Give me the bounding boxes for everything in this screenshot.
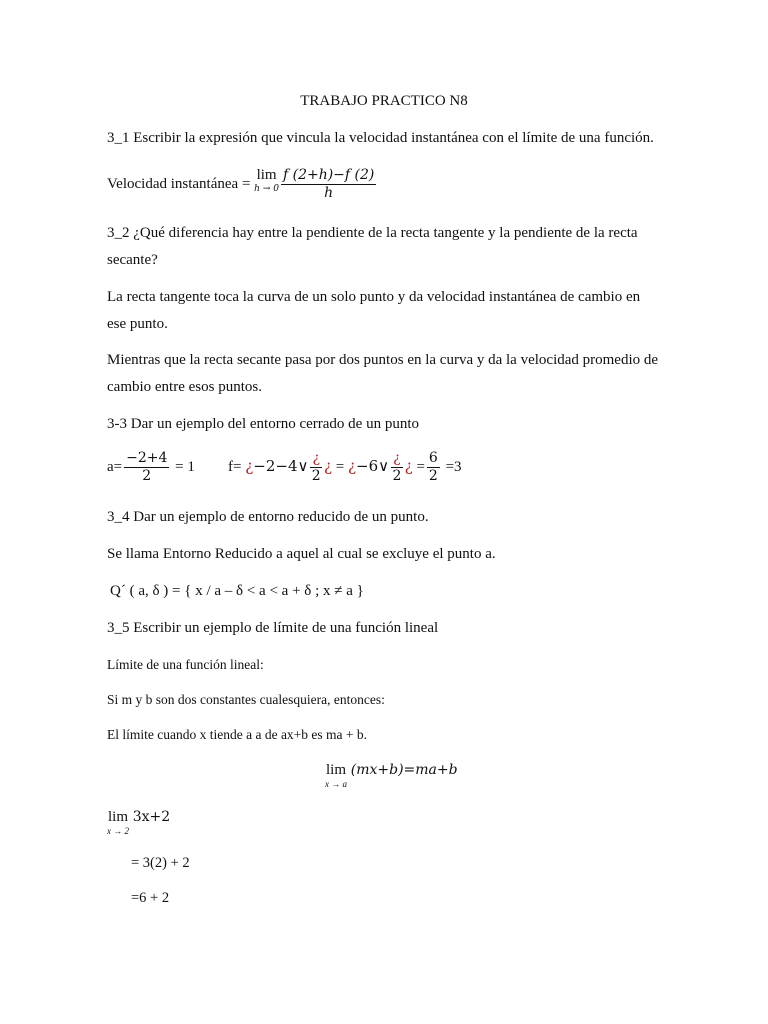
step-2: =6 + 2 bbox=[131, 890, 170, 906]
inverted-question-mark: ¿ bbox=[323, 456, 333, 475]
fraction1-denominator: 2 bbox=[311, 468, 321, 484]
reduced-neighborhood-set: Q´ ( a, δ ) = { x / a – δ < a < a + δ ; x ≠ a } bbox=[110, 583, 364, 599]
constants-statement: Si m y b son dos constantes cualesquiera, entonces: bbox=[107, 692, 385, 707]
reduced-neighborhood-definition: Se llama Entorno Reducido a aquel al cual se excluye el punto a. bbox=[107, 546, 496, 562]
document-title: TRABAJO PRACTICO N8 bbox=[300, 93, 468, 109]
equation-f-part1: −2−4∨ bbox=[253, 456, 309, 475]
velocity-label: Velocidad instantánea = bbox=[107, 176, 255, 192]
example-limit-subscript: x → 2 bbox=[107, 826, 129, 836]
velocity-numerator: f (2+h)−f (2) bbox=[282, 167, 375, 184]
example-limit-operator bbox=[107, 809, 129, 836]
equation-a-fraction bbox=[124, 450, 169, 485]
question-3-2-line2: secante? bbox=[107, 252, 158, 268]
fraction3-numerator: 6 bbox=[428, 450, 438, 466]
limit-subscript: h → 0 bbox=[254, 184, 279, 194]
equation-a-prefix: a= bbox=[107, 458, 123, 475]
fraction2-numerator: ¿ bbox=[393, 450, 401, 466]
limit-statement: El límite cuando x tiende a a de ax+b es ma + b. bbox=[107, 727, 368, 742]
example-limit-text: lim bbox=[107, 809, 128, 825]
velocity-fraction bbox=[281, 167, 376, 202]
question-3-5: 3_5 Escribir un ejemplo de límite de una función lineal bbox=[107, 620, 439, 636]
equation-f-equals: = bbox=[412, 458, 425, 475]
linear-limit-heading: Límite de una función lineal: bbox=[107, 657, 264, 672]
inverted-question-mark: ¿ bbox=[404, 456, 413, 475]
example-limit bbox=[107, 809, 170, 836]
tangent-text-line1: La recta tangente toca la curva de un solo punto y da velocidad instantánea de cambio en bbox=[107, 289, 641, 305]
step-1: = 3(2) + 2 bbox=[131, 855, 190, 871]
general-limit-subscript: x → a bbox=[325, 779, 347, 789]
velocity-denominator: h bbox=[324, 185, 334, 202]
velocity-formula bbox=[107, 166, 378, 202]
tangent-text-line2: ese punto. bbox=[107, 316, 168, 332]
equation-a-denominator: 2 bbox=[142, 468, 152, 484]
equation-f-fraction1 bbox=[310, 450, 322, 485]
equation-f-part2: −6∨ bbox=[356, 456, 390, 475]
equation-f-fraction3 bbox=[427, 450, 440, 485]
equation-f-result: =3 bbox=[441, 458, 462, 475]
equation-f-mid: = bbox=[332, 458, 348, 475]
question-3-1: 3_1 Escribir la expresión que vincula la velocidad instantánea con el límite de una función. bbox=[107, 130, 654, 146]
general-limit-expression: (mx+b)=ma+b bbox=[350, 762, 458, 778]
fraction2-denominator: 2 bbox=[392, 468, 402, 484]
equation-a-numerator: −2+4 bbox=[126, 450, 168, 466]
limit-operator bbox=[254, 166, 279, 194]
fraction1-numerator: ¿ bbox=[312, 450, 320, 466]
general-limit-text: lim bbox=[325, 762, 346, 778]
equation-a bbox=[107, 450, 195, 485]
general-limit-formula bbox=[325, 762, 458, 789]
general-limit-operator bbox=[325, 762, 347, 789]
question-3-4: 3_4 Dar un ejemplo de entorno reducido de un punto. bbox=[107, 509, 429, 525]
secant-text-line1: Mientras que la recta secante pasa por dos puntos en la curva y da la velocidad promedio de bbox=[107, 352, 659, 368]
example-limit-expression: 3x+2 bbox=[132, 809, 171, 825]
equation-f-fraction2 bbox=[391, 450, 403, 485]
equation-f-prefix: f= bbox=[228, 458, 242, 475]
question-3-2-line1: 3_2 ¿Qué diferencia hay entre la pendiente de la recta tangente y la pendiente de la recta bbox=[107, 225, 638, 241]
equation-a-result: = 1 bbox=[171, 458, 195, 475]
inverted-question-mark: ¿ bbox=[348, 456, 357, 475]
question-3-3: 3-3 Dar un ejemplo del entorno cerrado de un punto bbox=[107, 416, 419, 432]
inverted-question-mark: ¿ bbox=[245, 456, 254, 475]
fraction3-denominator: 2 bbox=[428, 468, 438, 484]
limit-text: lim bbox=[256, 167, 277, 183]
equation-f bbox=[228, 450, 462, 485]
secant-text-line2: cambio entre esos puntos. bbox=[107, 379, 262, 395]
